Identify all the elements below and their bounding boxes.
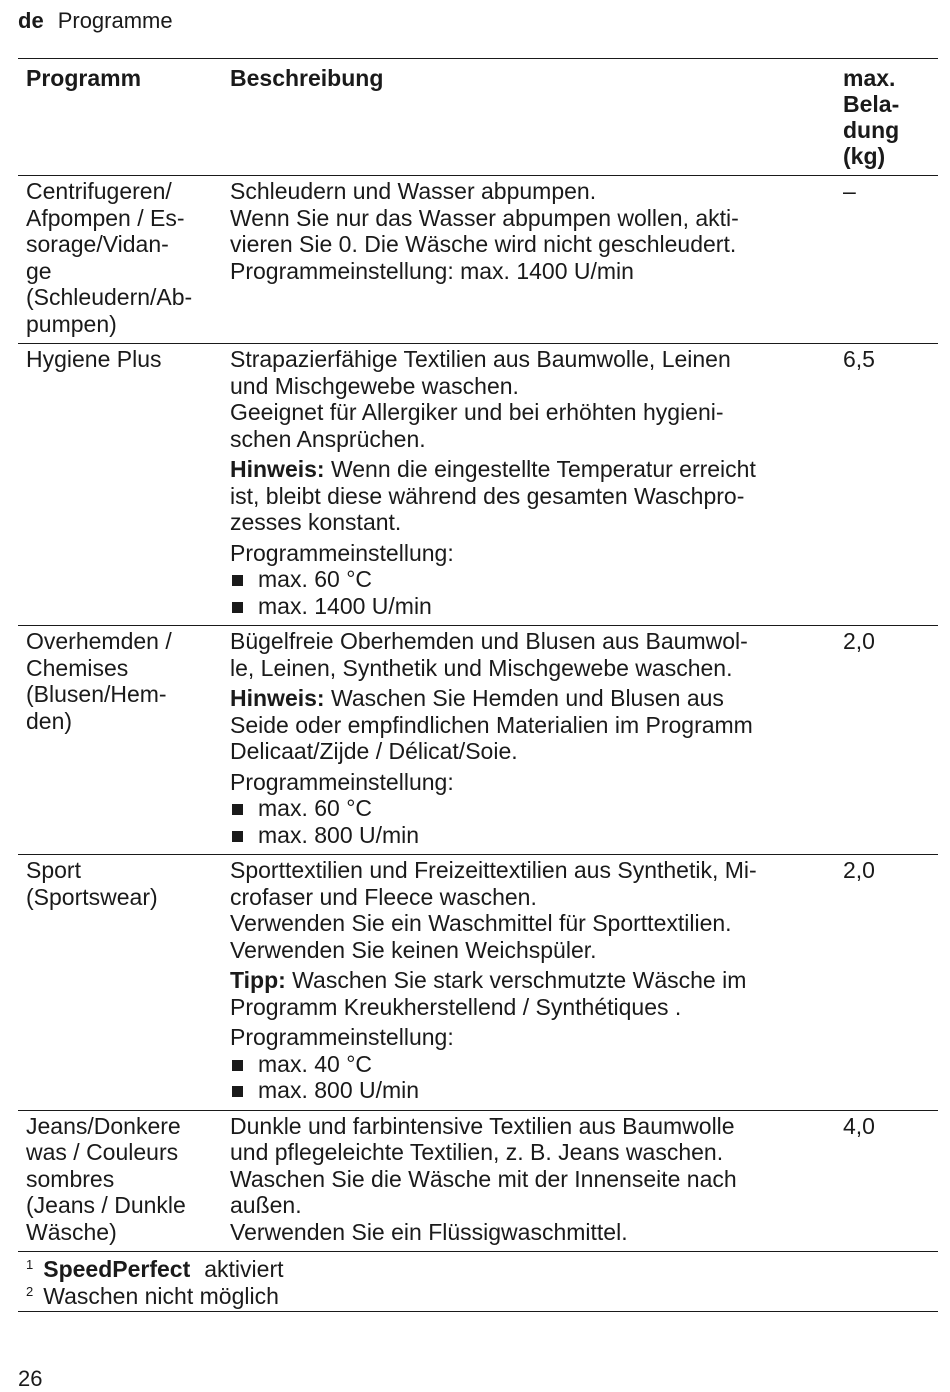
page-header	[18, 8, 173, 34]
description-paragraph: Strapazierfähige Textilien aus Baumwolle, Leinen und Mischgewebe waschen. Geeignet für Allergiker und bei erhöhten hygieni- schen Ansprüchen.	[230, 346, 731, 452]
program-description	[222, 1111, 835, 1252]
description-paragraph: Schleudern und Wasser abpumpen. Wenn Sie nur das Wasser abpumpen wollen, akti- vieren Sie 0. Die Wäsche wird nicht geschleudert. Programmeinstellung: max. 1400 U/min	[230, 178, 739, 284]
note-text: Wenn die eingestellte Temperatur erreicht ist, bleibt diese während des gesamten Waschpro- zesses konstant.	[230, 456, 756, 535]
footnotes	[18, 1252, 938, 1312]
program-name: Jeans/Donkere was / Couleurs sombres (Jeans / Dunkle Wäsche)	[26, 1112, 186, 1245]
note-label: Hinweis:	[230, 685, 325, 711]
footnote	[26, 1256, 938, 1283]
table-row	[18, 626, 938, 855]
note-paragraph	[230, 685, 829, 765]
table-row	[18, 176, 938, 344]
program-name: Centrifugeren/ Afpompen / Es- sorage/Vidan- ge (Schleudern/Ab- pumpen)	[26, 178, 193, 337]
settings-label: Programmeinstellung:	[230, 539, 454, 566]
table-header-row	[18, 59, 938, 176]
note-label: Hinweis:	[230, 456, 325, 482]
max-load-value: 6,5	[843, 346, 875, 372]
program-name: Hygiene Plus	[26, 346, 162, 372]
column-header-program: Programm	[26, 65, 142, 91]
program-name: Overhemden / Chemises (Blusen/Hem- den)	[26, 628, 172, 734]
settings-item: max. 40 °C	[230, 1051, 829, 1078]
description-paragraph: Sporttextilien und Freizeittextilien aus Synthetik, Mi- crofaser und Fleece waschen. Verwenden Sie ein Waschmittel für Sporttextilien. Verwenden Sie keinen Weichspüler.	[230, 857, 757, 963]
max-load-value: 4,0	[843, 1112, 875, 1139]
note-label: Tipp:	[230, 967, 286, 993]
table-row	[18, 855, 938, 1111]
table-row	[18, 344, 938, 626]
footnote-number: 1	[26, 1257, 34, 1272]
column-header-description: Beschreibung	[230, 65, 384, 91]
footnote-text: Waschen nicht möglich	[43, 1282, 279, 1309]
settings-block	[230, 769, 829, 849]
note-text: Waschen Sie Hemden und Blusen aus Seide oder empfindlichen Materialien im Programm Delicaat/Zijde / Délicat/Soie.	[230, 685, 753, 764]
settings-list	[230, 566, 829, 619]
max-load-value: 2,0	[843, 628, 875, 654]
footnote-term: SpeedPerfect	[43, 1256, 191, 1282]
description-paragraph: Dunkle und farbintensive Textilien aus Baumwolle und pflegeleichte Textilien, z. B. Jeans waschen. Waschen Sie die Wäsche mit der Innenseite nach außen. Verwenden Sie ein Flüssigwaschmittel.	[230, 1112, 737, 1245]
column-header-max-load: max. Bela- dung (kg)	[843, 65, 900, 169]
settings-item: max. 800 U/min	[230, 822, 829, 849]
settings-item: max. 60 °C	[230, 566, 829, 593]
settings-item: max. 1400 U/min	[230, 593, 829, 620]
footnote-number: 2	[26, 1283, 34, 1299]
settings-item: max. 800 U/min	[230, 1077, 829, 1104]
settings-list	[230, 1051, 829, 1104]
note-paragraph	[230, 456, 829, 536]
note-text: Waschen Sie stark verschmutzte Wäsche im Programm Kreukherstellend / Synthétiques .	[230, 967, 747, 1020]
settings-label: Programmeinstellung:	[230, 768, 454, 795]
settings-block	[230, 1024, 829, 1104]
settings-block	[230, 540, 829, 620]
settings-list	[230, 795, 829, 848]
table-row	[18, 1111, 938, 1253]
program-description	[222, 626, 835, 854]
max-load-value: 2,0	[843, 857, 875, 883]
note-paragraph	[230, 967, 829, 1020]
section-title: Programme	[57, 8, 173, 33]
program-name: Sport (Sportswear)	[26, 857, 158, 910]
language-code: de	[18, 8, 44, 33]
max-load-value: –	[843, 178, 856, 204]
program-description	[222, 176, 835, 343]
settings-label: Programmeinstellung:	[230, 1024, 454, 1050]
program-table	[18, 58, 938, 1312]
description-paragraph: Bügelfreie Oberhemden und Blusen aus Baumwol- le, Leinen, Synthetik und Mischgewebe waschen.	[230, 628, 748, 681]
footnote	[26, 1283, 938, 1310]
footnote-text: aktiviert	[204, 1256, 284, 1282]
program-description	[222, 344, 835, 625]
table-body	[18, 176, 938, 1252]
page-number: 26	[18, 1366, 43, 1391]
program-description	[222, 855, 835, 1110]
settings-item: max. 60 °C	[230, 795, 829, 822]
